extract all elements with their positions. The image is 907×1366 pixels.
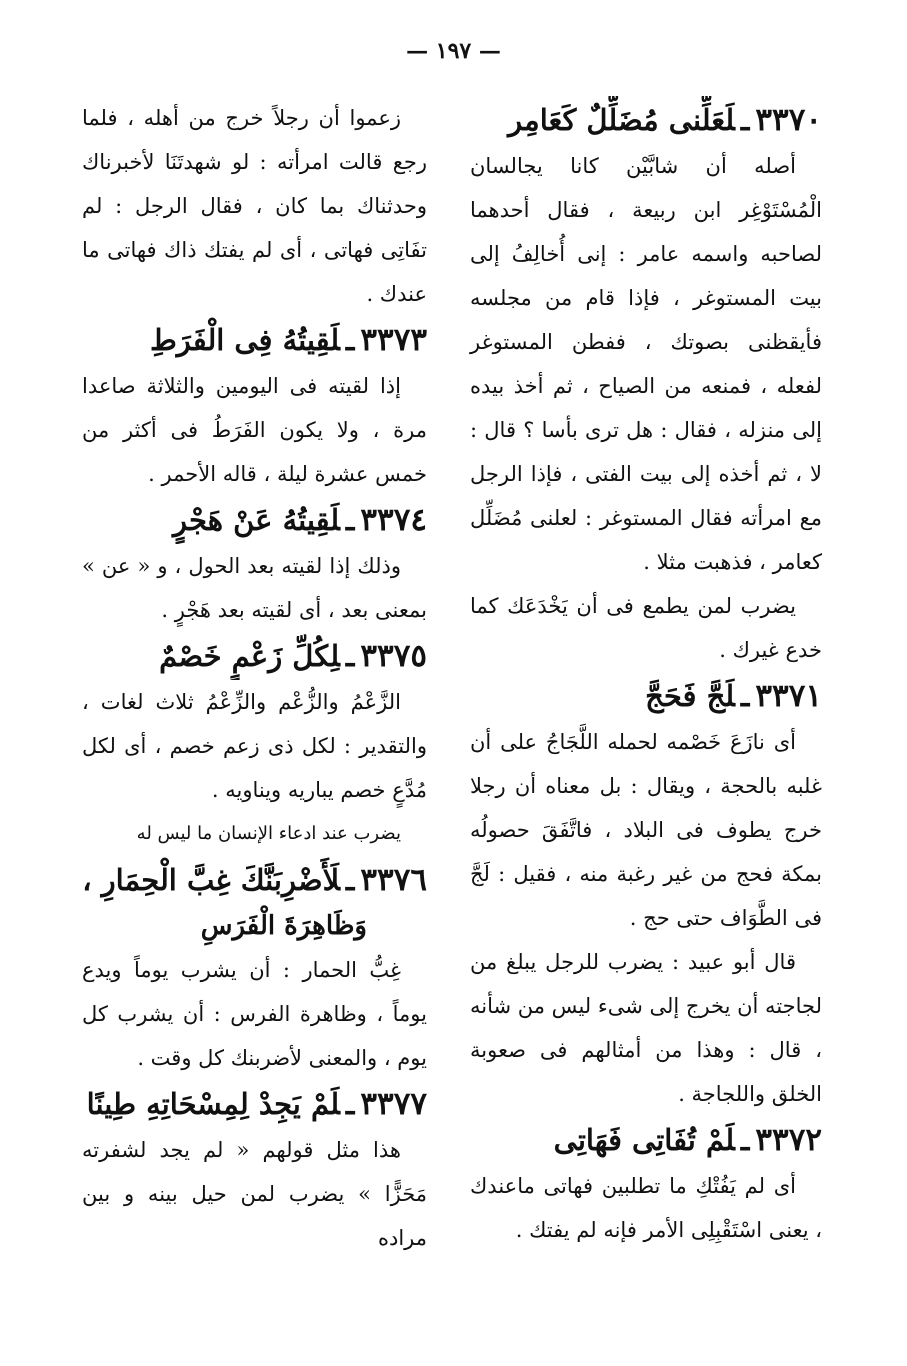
entry-paragraph: غِبُّ الحمار : أن يشرب يوماً ويدع يوماً ، وظاهرة الفرس : أن يشرب كل يوم ، والمعنى لأضربنك كل وقت . — [82, 958, 427, 1070]
entry-title: ٣٣٧٥ـلِكُلِّ زَعْمٍ خَصْمٌ — [159, 638, 427, 674]
entry-paragraph: هذا مثل قولهم « لم يجد لشفرته مَحَزًّا » يضرب لمن حيل بينه و بين مراده — [82, 1138, 427, 1250]
page-number: — ١٩٧ — — [406, 38, 501, 64]
entry-paragraph: وذلك إذا لقيته بعد الحول ، و « عن » بمعنى بعد ، أى لقيته بعد هَجْرٍ . — [82, 554, 427, 622]
entry-title: ٣٣٧١ـلَجَّ فَحَجَّ — [645, 678, 822, 714]
entry-title: ٣٣٧٤ـلَقِيتُهُ عَنْ هَجْرٍ — [172, 502, 427, 538]
entry-title: ٣٣٧٧ـلَمْ يَجِدْ لِمِسْحَاتِهِ طِينًا — [86, 1086, 427, 1122]
entry-title: ٣٣٧٦ـلَأَضْرِبَنَّكَ غِبَّ الْحِمَارِ ، — [82, 862, 427, 898]
entry-title-continuation: وَظَاهِرَةَ الْفَرَسِ — [200, 911, 367, 941]
entry-paragraph: قال أبو عبيد : يضرب للرجل يبلغ من لجاجته أن يخرج إلى شىء ليس من شأنه ، قال : وهذا من أمثالهم فى صعوبة الخلق واللجاجة . — [469, 950, 822, 1106]
entry-paragraph: أصله أن شابَّيْن كانا يجالسان الْمُسْتَوْغِر ابن ربيعة ، فقال أحدهما لصاحبه واسمه عامر : إنى أُخالِفُ إلى بيت المستوغر ، فإذا قام من مجلسه فأيقظنى بصوتك ، ففطن المستوغر لفعله ، فمنعه من الصياح ، ثم أخذ بيده إلى منزله ، فقال : هل ترى بأسا ؟ قال : لا ، ثم أخذه إلى بيت الفتى ، فإذا الرجل مع امرأته فقال المستوغر : لعلنى مُضَلِّل كعامر ، فذهبت مثلا . — [470, 154, 822, 574]
entry-title: ٣٣٧٣ـلَقِيتُهُ فِى الْفَرَطِ — [149, 322, 427, 358]
entry-paragraph: يضرب عند ادعاء الإنسان ما ليس له — [136, 823, 401, 844]
entry-paragraph: الزَّعْمُ والزُّعْم والزِّعْمُ ثلاث لغات ، والتقدير : لكل ذى زعم خصم ، أى لكل مُدَّعٍ خصم يباريه ويناويه . — [82, 690, 427, 802]
entry-paragraph: إذا لقيته فى اليومين والثلاثة صاعدا مرة ، ولا يكون الفَرَطُ فى أكثر من خمس عشرة ليلة ، قاله الأحمر . — [82, 374, 427, 486]
entry-title: ٣٣٧٠ـلَعَلِّنى مُضَلِّلٌ كَعَامِر — [508, 102, 822, 138]
right-column — [470, 96, 822, 1252]
entry-paragraph: أى لم يَفُتْكِ ما تطلبين فهاتى ماعندك ، يعنى اسْتَقْبِلِى الأمر فإنه لم يفتك . — [470, 1174, 822, 1242]
entry-paragraph: زعموا أن رجلاً خرج من أهله ، فلما رجع قالت امرأته : لو شهدتَنَا لأخبرناك وحدثناك بما كان ، فقال الرجل : لم تفَاتِى فهاتى ، أى لم يفتك ذاك فهاتى ما عندك . — [82, 106, 427, 306]
entry-paragraph: يضرب لمن يطمع فى أن يَخْدَعَك كما خدع غيرك . — [470, 594, 822, 662]
entry-title: ٣٣٧٢ـلَمْ تُفَاتِى فَهَاتِى — [553, 1122, 822, 1158]
left-column — [82, 96, 427, 1260]
entry-paragraph: أى نازَعَ خَصْمه لحمله اللَّجَاجُ على أن غلبه بالحجة ، ويقال : بل معناه أن رجلا خرج يطوف فى البلاد ، فاتَّفَقَ حصولُه بمكة فحج من غير رغبة منه ، فقيل : لَجَّ فى الطَّوَاف حتى حج . — [470, 730, 822, 930]
